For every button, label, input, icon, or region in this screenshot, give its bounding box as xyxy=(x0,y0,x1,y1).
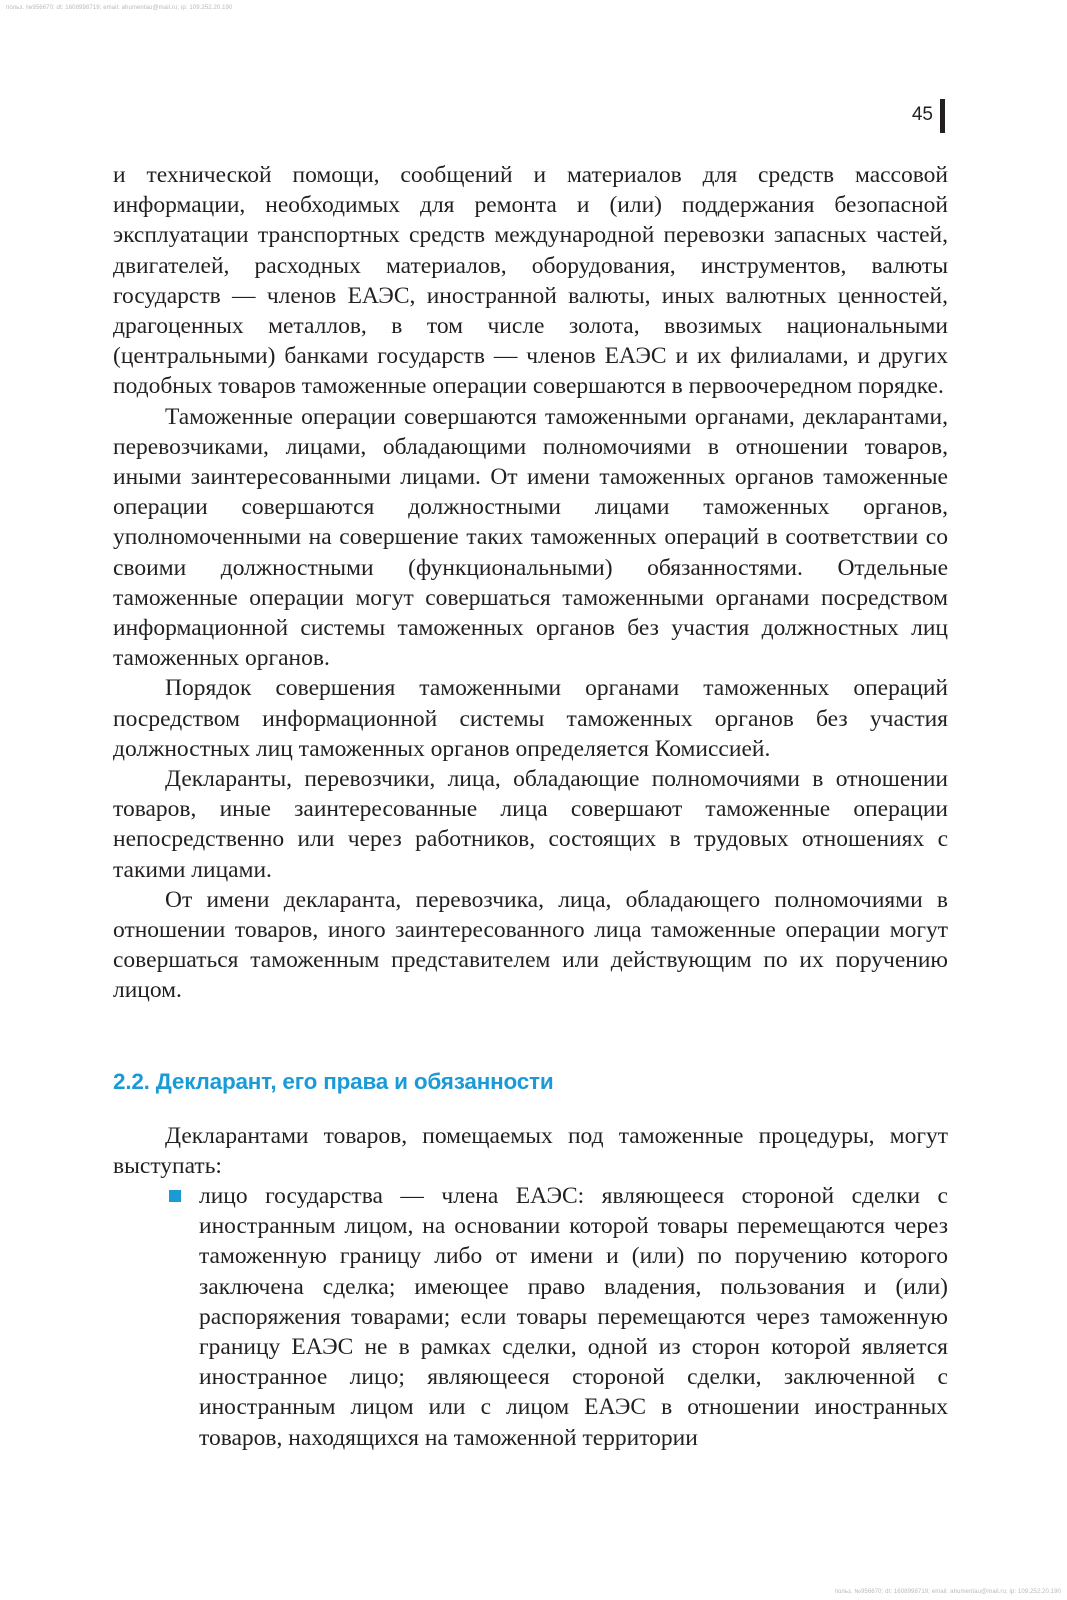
list-item-text: лицо государства — члена ЕАЭС: являющееся стороной сделки с иностранным лицом, на основании которой товары перемещаются через таможенную границу либо от имени и (или) по поручению которого заключена сделка; имеющее право владения, пользования и (или) распоряжения товарами; если товары перемещаются через таможенную границу ЕАЭС не в рамках сделки, одной из сторон которой является иностранное лицо; являющееся стороной сделки, заключенной с иностранным лицом или с лицом ЕАЭС в отношении иностранных товаров, находящихся на таможенной территории xyxy=(199,1183,948,1451)
section-intro-block xyxy=(113,1121,948,1181)
paragraph-continuation: и технической помощи, сообщений и материалов для средств массовой информации, необходимых для ремонта и (или) поддержания безопасной эксплуатации транспортных средств международной перевозки запасных частей, двигателей, расходных материалов, оборудования, инструментов, валюты государств — членов ЕАЭС, иностранной валюты, иных валютных ценностей, драгоценных металлов, в том числе золота, ввозимых национальными (центральными) банками государств — членов ЕАЭС и их филиалами, и других подобных товаров таможенные операции совершаются в первоочередном порядке. xyxy=(113,162,948,400)
square-bullet-icon xyxy=(169,1190,181,1202)
paragraph: Таможенные операции совершаются таможенными органами, декларантами, перевозчиками, лицами, обладающими полномочиями в отношении товаров, иными заинтересованными лицами. От имени таможенных органов таможенные операции совершаются должностными лицами таможенных органов, уполномоченными на совершение таких таможенных операций в соответствии со своими должностными (функциональными) обязанностями. Отдельные таможенные операции могут совершаться таможенными органами посредством информационной системы таможенных органов без участия должностных лиц таможенных органов. xyxy=(113,403,948,672)
body-text-top xyxy=(113,160,948,1006)
list-item xyxy=(165,1181,948,1453)
page-number-bar xyxy=(940,99,945,133)
paragraph: Декларанты, перевозчики, лица, обладающие полномочиями в отношении товаров, иные заинтересованные лица совершают таможенные операции непосредственно или через работников, состоящих в трудовых отношениях с такими лицами. xyxy=(113,766,948,883)
declarant-list xyxy=(165,1181,948,1453)
watermark-top: польз. №956670; dt: 1608998719; email: ahumentau@mail.ru; ip: 109.252.20.190 xyxy=(6,5,233,11)
paragraph: От имени декларанта, перевозчика, лица, обладающего полномочиями в отношении товаров, иного заинтересованного лица таможенные операции могут совершаться таможенным представителем или действующим по их поручению лицом. xyxy=(113,886,948,1004)
page-number: 45 xyxy=(911,104,933,125)
watermark-bottom: польз. №956670; dt: 1608998719; email: ahumentau@mail.ru; ip: 109.252.20.190 xyxy=(834,1589,1061,1595)
section-heading: 2.2. Декларант, его права и обязанности xyxy=(113,1069,554,1094)
paragraph: Порядок совершения таможенными органами таможенных операций посредством информационной системы таможенных органов без участия должностных лиц таможенных органов определяется Комиссией. xyxy=(113,675,948,762)
section-intro: Декларантами товаров, помещаемых под таможенные процедуры, могут выступать: xyxy=(113,1123,948,1180)
